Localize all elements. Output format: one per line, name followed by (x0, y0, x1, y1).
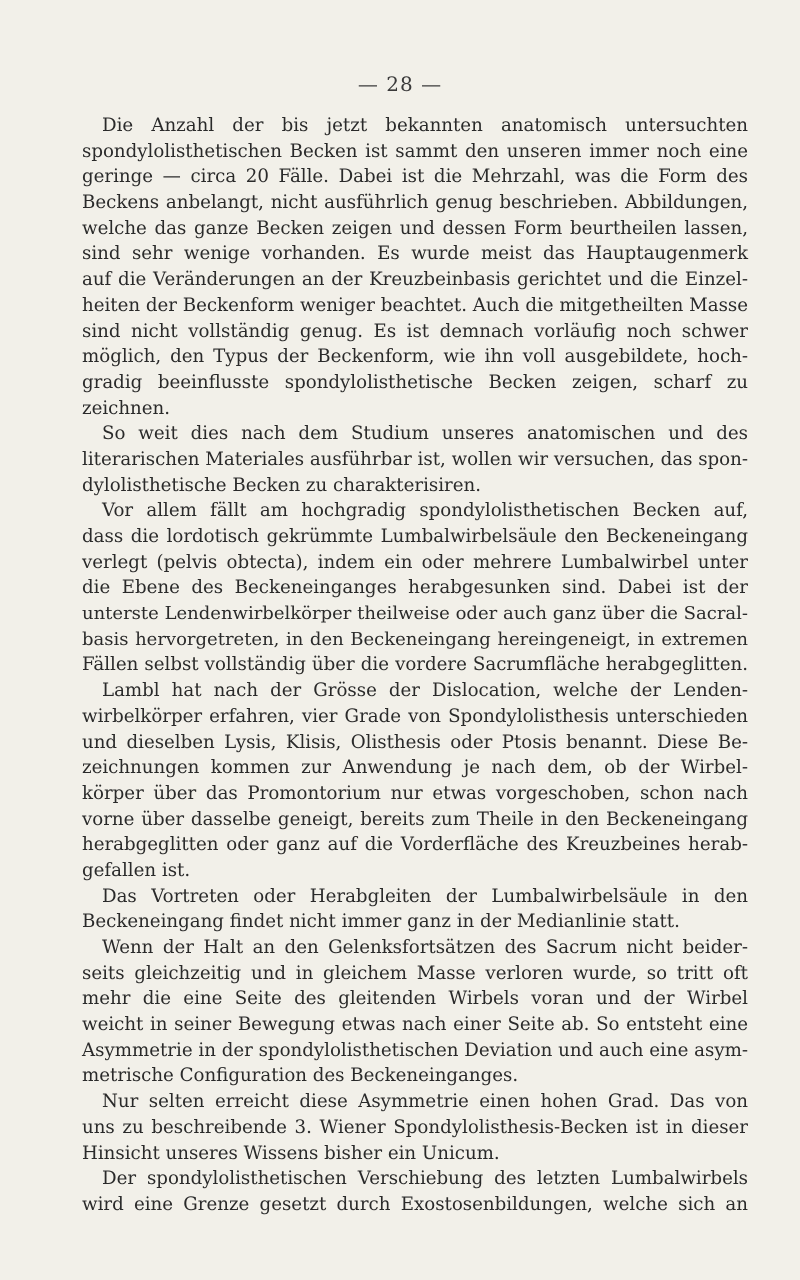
text-line: Nur selten erreicht diese Asymmetrie einen hohen Grad. Das von (102, 1091, 748, 1113)
text-line: gradig beeinflusste spondylolisthetische Becken zeigen, scharf zu (82, 371, 748, 393)
body-text (82, 113, 748, 1218)
text-line: geringe — circa 20 Fälle. Dabei ist die Mehrzahl, was die Form des (82, 166, 748, 188)
page-number: — 28 — (357, 72, 443, 96)
text-line: Beckens anbelangt, nicht ausführlich genug beschrieben. Abbildungen, (82, 192, 748, 214)
text-line: unterste Lendenwirbelkörper theilweise oder auch ganz über die Sacral- (82, 603, 748, 625)
text-line: verlegt (pelvis obtecta), indem ein oder mehrere Lumbalwirbel unter (82, 551, 748, 573)
text-line: herabgeglitten oder ganz auf die Vorderfläche des Kreuzbeines herab- (82, 834, 748, 856)
text-line: die Ebene des Beckeneinganges herabgesunken sind. Dabei ist der (82, 577, 748, 599)
text-line: Hinsicht unseres Wissens bisher ein Unicum. (82, 1142, 500, 1164)
text-line: zeichnen. (82, 397, 171, 419)
text-line: Der spondylolisthetischen Verschiebung des letzten Lumbalwirbels (102, 1168, 748, 1190)
text-line: dass die lordotisch gekrümmte Lumbalwirbelsäule den Beckeneingang (82, 526, 748, 547)
text-line: mehr die eine Seite des gleitenden Wirbels voran und der Wirbel (82, 988, 748, 1010)
text-line: sind nicht vollständig genug. Es ist demnach vorläufig noch schwer (82, 320, 748, 342)
text-line: sind sehr wenige vorhanden. Es wurde meist das Hauptaugenmerk (82, 243, 748, 265)
text-line: weicht in seiner Bewegung etwas nach einer Seite ab. So entsteht eine (82, 1014, 748, 1036)
text-line: vorne über dasselbe geneigt, bereits zum Theile in den Beckeneingang (82, 808, 748, 830)
text-line: zeichnungen kommen zur Anwendung je nach dem, ob der Wirbel- (82, 757, 748, 779)
text-line: auf die Veränderungen an der Kreuzbeinbasis gerichtet und die Einzel- (82, 269, 748, 291)
text-line: metrische Configuration des Beckeneinganges. (82, 1065, 519, 1087)
text-line: Lambl hat nach der Grösse der Dislocation, welche der Lenden- (102, 680, 748, 702)
text-line: Die Anzahl der bis jetzt bekannten anatomisch untersuchten (102, 115, 748, 136)
text-line: Das Vortreten oder Herabgleiten der Lumbalwirbelsäule in den (102, 885, 748, 907)
text-line: So weit dies nach dem Studium unseres anatomischen und des (102, 423, 748, 445)
text-line: körper über das Promontorium nur etwas vorgeschoben, schon nach (82, 782, 748, 804)
text-line: spondylolisthetischen Becken ist sammt den unseren immer noch eine (82, 140, 748, 162)
text-line: gefallen ist. (82, 859, 191, 881)
text-line: literarischen Materiales ausführbar ist, wollen wir versuchen, das spon- (82, 448, 748, 470)
text-line: wirbelkörper erfahren, vier Grade von Spondylolisthesis unterschieden (82, 705, 748, 727)
text-line: wird eine Grenze gesetzt durch Exostosenbildungen, welche sich an (82, 1193, 748, 1215)
text-line: dylolisthetische Becken zu charakterisiren. (82, 474, 481, 496)
text-line: heiten der Beckenform weniger beachtet. Auch die mitgetheilten Masse (82, 294, 748, 316)
text-line: Wenn der Halt an den Gelenksfortsätzen des Sacrum nicht beider- (102, 937, 748, 958)
text-line: Vor allem fällt am hochgradig spondylolisthetischen Becken auf, (102, 500, 748, 522)
text-line: möglich, den Typus der Beckenform, wie ihn voll ausgebildete, hoch- (82, 346, 748, 368)
text-line: Fällen selbst vollständig über die vordere Sacrumfläche herabgeglitten. (82, 654, 748, 676)
text-line: seits gleichzeitig und in gleichem Masse verloren wurde, so tritt oft (82, 962, 748, 984)
text-line: basis hervorgetreten, in den Beckeneingang hereingeneigt, in extremen (82, 628, 748, 650)
text-line: Beckeneingang findet nicht immer ganz in der Medianlinie statt. (82, 911, 680, 933)
text-line: Asymmetrie in der spondylolisthetischen Deviation und auch eine asym- (82, 1039, 748, 1061)
text-line: und dieselben Lysis, Klisis, Olisthesis oder Ptosis benannt. Diese Be- (82, 731, 748, 753)
text-line: welche das ganze Becken zeigen und dessen Form beurtheilen lassen, (82, 217, 748, 239)
text-line: uns zu beschreibende 3. Wiener Spondylolisthesis-Becken ist in dieser (82, 1116, 748, 1138)
